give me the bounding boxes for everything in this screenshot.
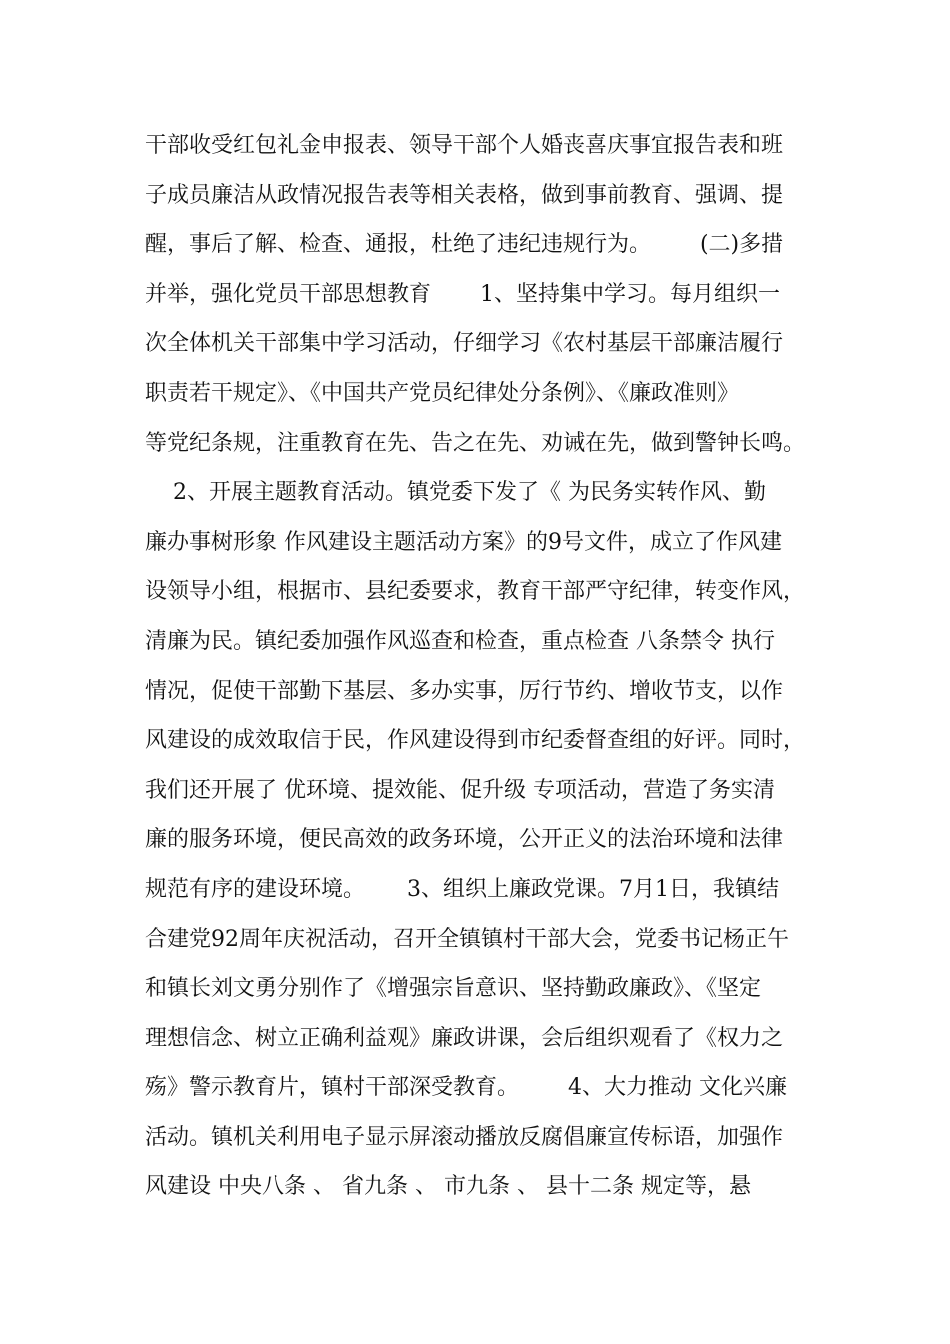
text-line: 醒，事后了解、检查、通报，杜绝了违纪违规行为。 (二)多措: [145, 232, 784, 258]
text-line: 风建设的成效取信于民，作风建设得到市纪委督查组的好评。同时，: [145, 728, 806, 754]
text-line: 清廉为民。镇纪委加强作风巡查和检查，重点检查 八条禁令 执行: [145, 628, 775, 654]
text-line: 合建党92周年庆祝活动，召开全镇镇村干部大会，党委书记杨正午: [145, 926, 789, 952]
text-line: 次全体机关干部集中学习活动，仔细学习《农村基层干部廉洁履行: [145, 331, 784, 357]
text-line: 殇》警示教育片，镇村干部深受教育。 4、大力推动 文化兴廉: [145, 1075, 787, 1101]
text-line: 子成员廉洁从政情况报告表等相关表格，做到事前教育、强调、提: [145, 182, 784, 208]
text-line: 干部收受红包礼金申报表、领导干部个人婚丧喜庆事宜报告表和班: [145, 133, 784, 158]
text-line: 理想信念、树立正确利益观》廉政讲课，会后组织观看了《权力之: [145, 1025, 784, 1051]
text-line: 风建设 中央八条 、 省九条 、 市九条 、 县十二条 规定等，悬: [145, 1174, 751, 1200]
text-line: 廉的服务环境，便民高效的政务环境，公开正义的法治环境和法律: [145, 827, 784, 853]
body-text: [145, 127, 845, 1218]
text-line: 等党纪条规，注重教育在先、告之在先、劝诫在先，做到警钟长鸣。: [145, 430, 806, 456]
text-line: 情况，促使干部勤下基层、多办实事，厉行节约、增收节支，以作: [145, 678, 784, 704]
text-line: 并举，强化党员干部思想教育 1、坚持集中学习。每月组织一: [145, 281, 780, 307]
text-line: 我们还开展了 优环境、提效能、促升级 专项活动，营造了务实清: [145, 777, 775, 803]
text-line: 职责若干规定》、《中国共产党员纪律处分条例》、《廉政准则》: [145, 380, 740, 406]
text-line: 规范有序的建设环境。 3、组织上廉政党课。7月1日，我镇结: [145, 876, 779, 902]
text-line: 2、开展主题教育活动。镇党委下发了《 为民务实转作风、勤: [145, 480, 766, 506]
text-line: 和镇长刘文勇分别作了《增强宗旨意识、坚持勤政廉政》、《坚定: [145, 976, 762, 1002]
text-line: 设领导小组，根据市、县纪委要求，教育干部严守纪律，转变作风，: [145, 579, 806, 605]
text-line: 廉办事树形象 作风建设主题活动方案》的9号文件，成立了作风建: [145, 529, 782, 555]
text-line: 活动。镇机关利用电子显示屏滚动播放反腐倡廉宣传标语，加强作: [145, 1124, 784, 1150]
